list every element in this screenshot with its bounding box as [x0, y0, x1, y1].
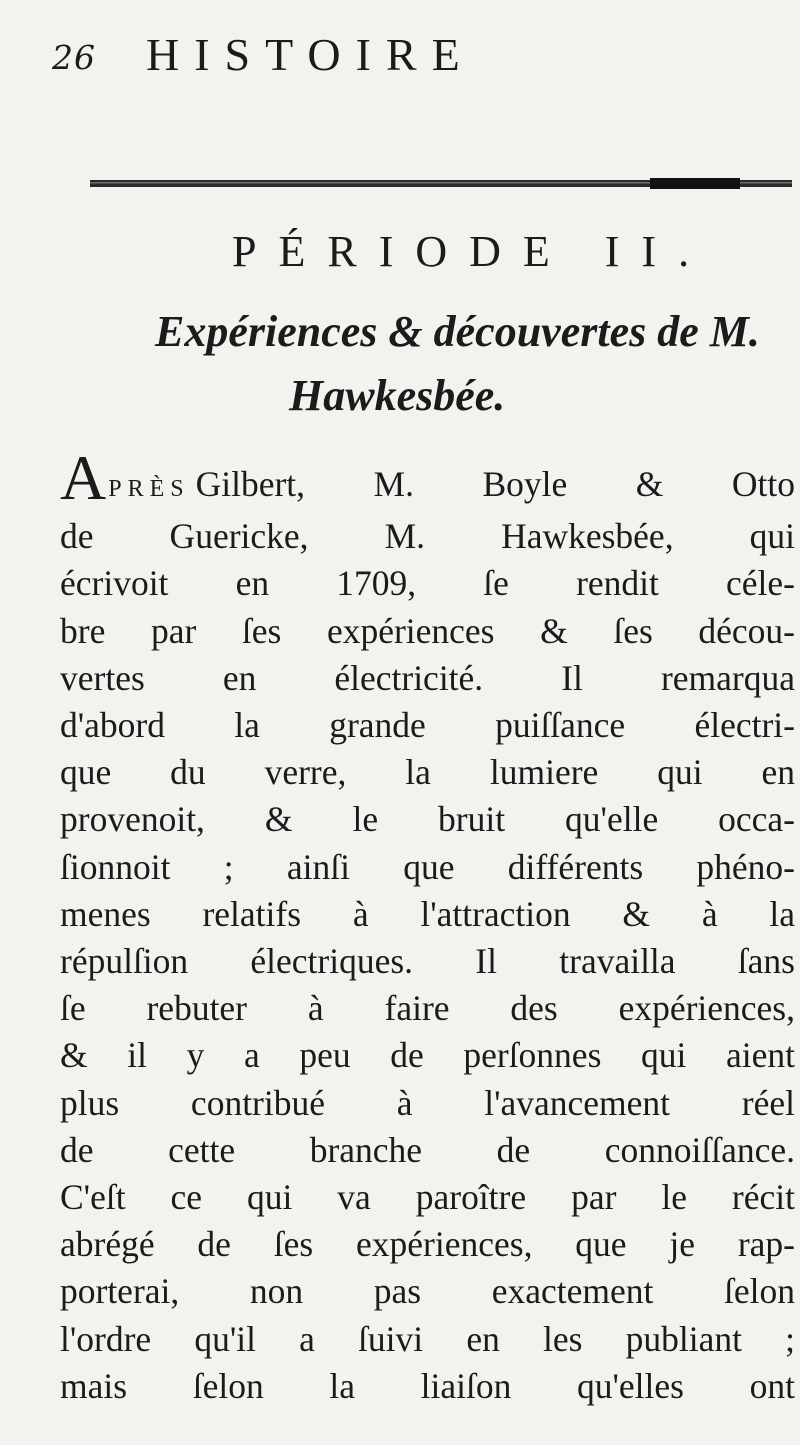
running-head: HISTOIRE [146, 29, 475, 80]
text-line: porterai, non pas exactement ſelon [60, 1271, 795, 1312]
text-line [60, 442, 795, 513]
chapter-subtitle [155, 300, 795, 428]
text-line-content: Gilbert, M. Boyle & Otto [195, 464, 795, 504]
text-line: menes relatifs à l'attraction & à la [60, 893, 795, 934]
page-header [52, 28, 752, 88]
text-line: & il y a peu de perſonnes qui aient [60, 1035, 795, 1076]
drop-cap: A [60, 442, 107, 513]
subtitle-line-1: Expériences & découvertes de M. [155, 307, 760, 356]
text-line: l'ordre qu'il a ſuivi en les publiant ; [60, 1318, 795, 1359]
period-title: PÉRIODE II. [232, 227, 712, 276]
text-line: bre par ſes expériences & ſes décou- [60, 610, 795, 651]
text-line: ſionnoit ; ainſi que différents phéno- [60, 846, 795, 887]
text-line: provenoit, & le bruit qu'elle occa- [60, 799, 795, 840]
ornamental-rule [90, 178, 792, 189]
text-line: ſe rebuter à faire des expériences, [60, 988, 795, 1029]
text-line: C'eſt ce qui va paroître par le récit [60, 1177, 795, 1218]
text-line: écrivoit en 1709, ſe rendit céle- [60, 563, 795, 604]
text-line: répulſion électriques. Il travailla ſans [60, 941, 795, 982]
text-line: abrégé de ſes expériences, que je rap- [60, 1224, 795, 1265]
text-line: plus contribué à l'avancement réel [60, 1082, 795, 1123]
text-line: de Guericke, M. Hawkesbée, qui [60, 516, 795, 557]
text-line: de cette branche de connoiſſance. [60, 1129, 795, 1170]
text-line: mais ſelon la liaiſon qu'elles ont [60, 1365, 795, 1406]
text-line: d'abord la grande puiſſance électri- [60, 705, 795, 746]
text-line: vertes en électricité. Il remarqua [60, 657, 795, 698]
page-number: 26 [52, 38, 96, 77]
body-paragraph [60, 442, 795, 1410]
text-line: que du verre, la lumiere qui en [60, 752, 795, 793]
small-caps-word: PRÈS [108, 476, 190, 502]
subtitle-line-2: Hawkesbée. [289, 371, 506, 420]
